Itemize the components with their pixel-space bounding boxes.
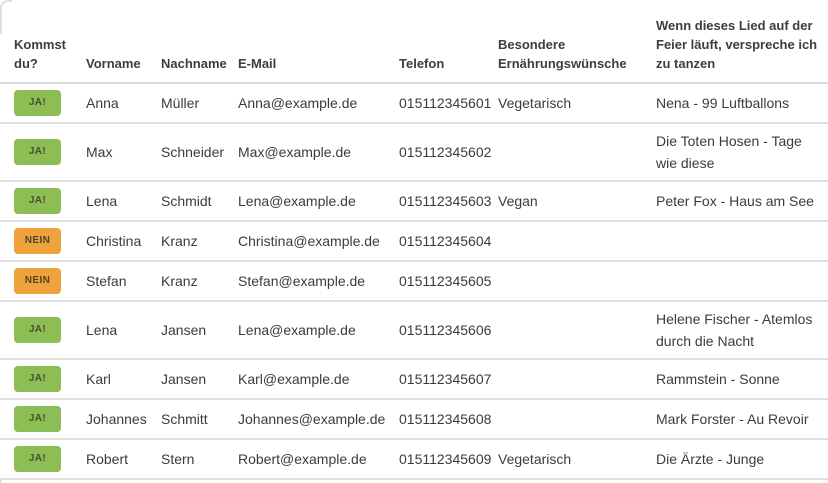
attendance-cell [0,221,86,261]
telefon-cell: 015112345601 [399,83,498,123]
attendance-cell [0,359,86,399]
vorname-cell: Robert [86,439,161,479]
nachname-cell: Schneider [161,123,238,181]
table-header-row [0,0,828,83]
ernaehrung-cell [498,301,656,359]
nachname-cell: Stern [161,439,238,479]
column-header-ernaehrung: Besondere Ernährungswünsche [498,0,656,83]
ernaehrung-cell: Vegan [498,181,656,221]
nachname-cell: Jansen [161,359,238,399]
telefon-cell: 015112345609 [399,439,498,479]
lied-cell: Die Toten Hosen - Tage wie diese [656,123,828,181]
column-header-kommst-du: Kommst du? [0,0,86,83]
email-cell: Stefan@example.de [238,261,399,301]
email-cell: Lena@example.de [238,301,399,359]
lied-cell: Nena - 99 Luftballons [656,83,828,123]
ernaehrung-cell [498,399,656,439]
lied-cell: Peter Fox - Haus am See [656,181,828,221]
card-border-fragment [0,0,12,34]
telefon-cell: 015112345606 [399,301,498,359]
vorname-cell: Anna [86,83,161,123]
lied-cell: Rammstein - Sonne [656,359,828,399]
table-row [0,359,828,399]
attendance-badge: JA! [14,188,61,214]
column-header-email: E-Mail [238,0,399,83]
table-row [0,123,828,181]
email-cell: Robert@example.de [238,439,399,479]
table-body [0,83,828,479]
column-header-telefon: Telefon [399,0,498,83]
attendance-cell [0,123,86,181]
table-row [0,439,828,479]
email-cell: Max@example.de [238,123,399,181]
column-header-vorname: Vorname [86,0,161,83]
table-row [0,301,828,359]
attendance-badge: JA! [14,317,61,343]
attendance-badge: JA! [14,406,61,432]
table-row [0,399,828,439]
attendance-badge: NEIN [14,228,61,254]
nachname-cell: Kranz [161,221,238,261]
vorname-cell: Christina [86,221,161,261]
lied-cell: Die Ärzte - Junge [656,439,828,479]
vorname-cell: Lena [86,181,161,221]
ernaehrung-cell: Vegetarisch [498,83,656,123]
lied-cell: Helene Fischer - Atemlos durch die Nacht [656,301,828,359]
nachname-cell: Jansen [161,301,238,359]
attendance-cell [0,261,86,301]
attendance-cell [0,181,86,221]
nachname-cell: Schmidt [161,181,238,221]
vorname-cell: Lena [86,301,161,359]
table-row [0,261,828,301]
email-cell: Johannes@example.de [238,399,399,439]
ernaehrung-cell [498,123,656,181]
lied-cell [656,221,828,261]
vorname-cell: Max [86,123,161,181]
attendance-cell [0,399,86,439]
lied-cell [656,261,828,301]
attendance-badge: NEIN [14,268,61,294]
email-cell: Lena@example.de [238,181,399,221]
ernaehrung-cell [498,221,656,261]
nachname-cell: Kranz [161,261,238,301]
attendance-badge: JA! [14,90,61,116]
table-row [0,181,828,221]
attendance-badge: JA! [14,446,61,472]
column-header-nachname: Nachname [161,0,238,83]
table-row [0,83,828,123]
attendance-cell [0,301,86,359]
ernaehrung-cell [498,261,656,301]
column-header-lied: Wenn dieses Lied auf der Feier läuft, verspreche ich zu tanzen [656,0,828,83]
attendance-badge: JA! [14,139,61,165]
vorname-cell: Karl [86,359,161,399]
email-cell: Karl@example.de [238,359,399,399]
vorname-cell: Johannes [86,399,161,439]
attendance-badge: JA! [14,366,61,392]
attendance-cell [0,83,86,123]
ernaehrung-cell: Vegetarisch [498,439,656,479]
nachname-cell: Schmitt [161,399,238,439]
table-row [0,221,828,261]
lied-cell: Mark Forster - Au Revoir [656,399,828,439]
telefon-cell: 015112345608 [399,399,498,439]
telefon-cell: 015112345604 [399,221,498,261]
attendance-cell [0,439,86,479]
email-cell: Anna@example.de [238,83,399,123]
vorname-cell: Stefan [86,261,161,301]
ernaehrung-cell [498,359,656,399]
telefon-cell: 015112345605 [399,261,498,301]
telefon-cell: 015112345603 [399,181,498,221]
email-cell: Christina@example.de [238,221,399,261]
nachname-cell: Müller [161,83,238,123]
telefon-cell: 015112345607 [399,359,498,399]
telefon-cell: 015112345602 [399,123,498,181]
